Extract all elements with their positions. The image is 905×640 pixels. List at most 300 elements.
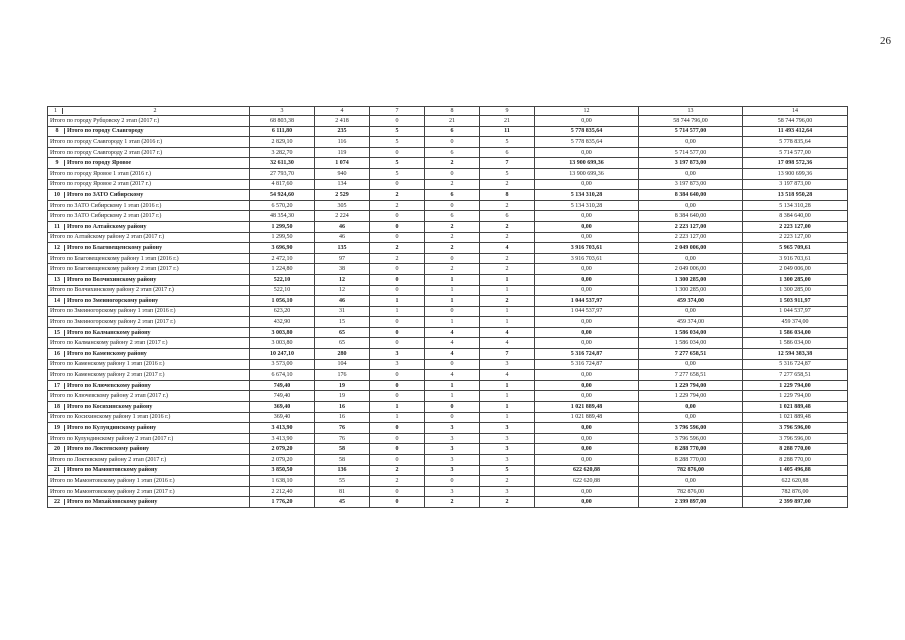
cell-c14: 5 778 835,64 [743,137,848,148]
cell-c14: 1 300 285,00 [743,285,848,296]
cell-c12: 622 620,88 [535,465,639,476]
cell-c3: 1 299,50 [250,221,315,232]
cell-c7: 0 [370,179,425,190]
row-name-cell [48,465,250,476]
row-name-cell [48,211,250,222]
cell-c12: 5 134 310,28 [535,200,639,211]
cell-c4: 119 [315,147,370,158]
cell-c14: 58 744 796,00 [743,116,848,127]
cell-c8: 0 [425,137,480,148]
cell-c12: 1 044 537,97 [535,306,639,317]
cell-c13: 0,00 [639,412,743,423]
cell-c4: 58 [315,455,370,466]
cell-c14: 5 714 577,00 [743,147,848,158]
cell-c13: 459 374,00 [639,317,743,328]
cell-c7: 2 [370,476,425,487]
row-name: Итого по Волчихинскому району [67,276,157,283]
cell-c3: 749,40 [250,380,315,391]
header-cell: 14 [743,107,848,116]
cell-c4: 305 [315,200,370,211]
cell-c8: 4 [425,327,480,338]
cell-c13: 2 223 127,00 [639,232,743,243]
cell-c8: 3 [425,455,480,466]
cell-c12: 0,00 [535,274,639,285]
cell-c12: 0,00 [535,327,639,338]
cell-c3: 6 674,10 [250,370,315,381]
cell-c4: 2 224 [315,211,370,222]
cell-c14: 5 134 310,28 [743,200,848,211]
cell-c4: 55 [315,476,370,487]
cell-c14: 13 900 699,36 [743,168,848,179]
row-name: Итого по Мамонтовскому району [67,467,158,474]
cell-c8: 4 [425,338,480,349]
cell-c3: 2 472,10 [250,253,315,264]
cell-c14: 1 229 794,00 [743,391,848,402]
row-name: Итого по Кулундинскому району [67,425,157,432]
cell-c13: 0,00 [639,137,743,148]
cell-c9: 2 [480,253,535,264]
cell-c14: 3 796 596,00 [743,433,848,444]
row-name-cell [48,168,250,179]
cell-c7: 0 [370,264,425,275]
cell-c13: 1 300 285,00 [639,285,743,296]
cell-c3: 2 212,40 [250,486,315,497]
cell-c7: 0 [370,327,425,338]
cell-c9: 3 [480,423,535,434]
cell-c9: 2 [480,179,535,190]
cell-c14: 1 229 794,00 [743,380,848,391]
cell-c12: 5 778 835,64 [535,137,639,148]
cell-c3: 3 573,00 [250,359,315,370]
row-name-cell [48,126,250,137]
table-row [48,370,848,381]
row-name-cell [48,158,250,169]
cell-c7: 0 [370,486,425,497]
row-number: 14 [50,298,65,304]
row-name-cell [48,200,250,211]
cell-c13: 0,00 [639,200,743,211]
cell-c3: 1 638,10 [250,476,315,487]
row-name-cell [48,455,250,466]
row-number: 21 [50,467,65,473]
row-name-cell [48,412,250,423]
cell-c7: 2 [370,253,425,264]
table-row [48,455,848,466]
table-row [48,317,848,328]
cell-c3: 6 111,80 [250,126,315,137]
cell-c12: 1 021 889,48 [535,402,639,413]
row-name: Итого по городу Славгороду 1 этап (2016 г.) [50,138,163,145]
cell-c12: 0,00 [535,370,639,381]
cell-c13: 459 374,00 [639,296,743,307]
cell-c13: 3 796 596,00 [639,433,743,444]
cell-c14: 1 405 496,88 [743,465,848,476]
row-number: 8 [50,128,65,134]
cell-c9: 2 [480,296,535,307]
row-name-cell [48,306,250,317]
cell-c13: 0,00 [639,476,743,487]
cell-c3: 3 003,80 [250,327,315,338]
row-name: Итого по Калманскому району [67,329,151,336]
cell-c4: 97 [315,253,370,264]
cell-c8: 2 [425,497,480,508]
cell-c4: 65 [315,338,370,349]
cell-c13: 2 223 127,00 [639,221,743,232]
cell-c9: 5 [480,168,535,179]
cell-c14: 8 288 770,00 [743,455,848,466]
cell-c3: 522,10 [250,274,315,285]
cell-c13: 2 049 006,00 [639,264,743,275]
cell-c14: 782 876,00 [743,486,848,497]
cell-c7: 0 [370,497,425,508]
cell-c7: 0 [370,285,425,296]
cell-c3: 3 282,70 [250,147,315,158]
cell-c4: 12 [315,274,370,285]
cell-c8: 21 [425,116,480,127]
cell-c12: 0,00 [535,285,639,296]
cell-c3: 1 056,10 [250,296,315,307]
cell-c4: 116 [315,137,370,148]
cell-c8: 1 [425,274,480,285]
row-name: Итого по Мамонтовскому району 1 этап (2016 г.) [50,477,175,484]
row-name-cell [48,359,250,370]
row-name: Итого по Локтевскому району [67,446,150,453]
cell-c7: 1 [370,296,425,307]
cell-c8: 1 [425,317,480,328]
cell-c7: 0 [370,317,425,328]
row-name: Итого по Ключевскому району [67,382,151,389]
cell-c9: 2 [480,221,535,232]
cell-c12: 0,00 [535,116,639,127]
cell-c9: 1 [480,274,535,285]
cell-c7: 0 [370,423,425,434]
cell-c13: 3 197 873,00 [639,158,743,169]
cell-c9: 3 [480,486,535,497]
row-name: Итого по Каменскому району [67,350,147,357]
cell-c4: 940 [315,168,370,179]
header-cell: 13 [639,107,743,116]
cell-c13: 8 288 770,00 [639,455,743,466]
row-name-cell [48,147,250,158]
cell-c12: 0,00 [535,232,639,243]
cell-c8: 0 [425,402,480,413]
cell-c3: 3 413,90 [250,433,315,444]
cell-c7: 0 [370,232,425,243]
cell-c7: 2 [370,200,425,211]
row-number: 15 [50,330,65,336]
table-row [48,465,848,476]
cell-c12: 0,00 [535,497,639,508]
cell-c9: 3 [480,455,535,466]
row-name-cell [48,391,250,402]
cell-c9: 2 [480,200,535,211]
cell-c13: 1 300 285,00 [639,274,743,285]
row-name-cell [48,190,250,201]
table-row [48,126,848,137]
row-name: Итого по Ключевскому району 2 этап (2017 г.) [50,393,169,400]
header-row [48,107,848,116]
cell-c4: 2 418 [315,116,370,127]
table-row [48,349,848,360]
table-row [48,338,848,349]
cell-c7: 0 [370,221,425,232]
cell-c4: 76 [315,423,370,434]
cell-c3: 2 079,20 [250,455,315,466]
cell-c3: 623,20 [250,306,315,317]
cell-c4: 19 [315,391,370,402]
row-name: Итого по Калманскому району 2 этап (2017 г.) [50,340,168,347]
row-name: Итого по Кулундинскому району 2 этап (2017 г.) [50,435,174,442]
row-name-cell [48,274,250,285]
cell-c14: 3 796 596,00 [743,423,848,434]
cell-c3: 3 413,90 [250,423,315,434]
cell-c14: 1 503 911,97 [743,296,848,307]
row-name: Итого по Благовещенскому району 1 этап (2016 г.) [50,255,179,262]
cell-c13: 58 744 796,00 [639,116,743,127]
cell-c13: 8 384 640,00 [639,211,743,222]
cell-c13: 3 796 596,00 [639,423,743,434]
row-name: Итого по ЗАТО Сибирскому 2 этап (2017 г.) [50,213,162,220]
cell-c12: 0,00 [535,147,639,158]
table-row [48,296,848,307]
cell-c3: 2 079,20 [250,444,315,455]
table-row [48,380,848,391]
cell-c4: 45 [315,497,370,508]
row-name: Итого по Каменскому району 1 этап (2016 г.) [50,361,165,368]
cell-c3: 32 611,30 [250,158,315,169]
cell-c13: 5 714 577,00 [639,147,743,158]
row-name: Итого по Локтевскому району 2 этап (2017 г.) [50,456,167,463]
cell-c8: 3 [425,465,480,476]
cell-c9: 2 [480,232,535,243]
cell-c8: 3 [425,423,480,434]
cell-c9: 11 [480,126,535,137]
cell-c7: 0 [370,433,425,444]
cell-c7: 5 [370,137,425,148]
row-name-cell [48,296,250,307]
row-name-cell [48,221,250,232]
row-name: Итого по ЗАТО Сибирскому 1 этап (2016 г.) [50,202,162,209]
row-name: Итого по Каменскому району 2 этап (2017 г.) [50,372,165,379]
table-row [48,116,848,127]
cell-c9: 21 [480,116,535,127]
cell-c4: 16 [315,402,370,413]
cell-c3: 2 829,10 [250,137,315,148]
row-number: 10 [50,192,65,198]
cell-c9: 8 [480,190,535,201]
cell-c14: 1 586 034,00 [743,338,848,349]
cell-c14: 8 384 640,00 [743,211,848,222]
cell-c4: 134 [315,179,370,190]
row-number: 11 [50,224,65,230]
cell-c14: 2 223 127,00 [743,232,848,243]
cell-c7: 5 [370,168,425,179]
cell-c8: 2 [425,179,480,190]
cell-c8: 1 [425,380,480,391]
cell-c7: 0 [370,211,425,222]
cell-c12: 0,00 [535,317,639,328]
table-row [48,486,848,497]
table-row [48,476,848,487]
cell-c9: 4 [480,327,535,338]
cell-c8: 4 [425,349,480,360]
cell-c8: 0 [425,200,480,211]
cell-c3: 1 776,20 [250,497,315,508]
row-name-cell [48,349,250,360]
row-name-cell [48,327,250,338]
cell-c4: 46 [315,296,370,307]
table-row [48,147,848,158]
cell-c13: 0,00 [639,402,743,413]
row-name: Итого по Косихинскому району 1 этап (2016 г.) [50,414,171,421]
row-name: Итого по ЗАТО Сибирскому [67,191,144,198]
table-row [48,359,848,370]
cell-c4: 31 [315,306,370,317]
cell-c12: 0,00 [535,455,639,466]
row-name-cell [48,264,250,275]
cell-c14: 3 197 873,00 [743,179,848,190]
cell-c9: 1 [480,391,535,402]
table-row [48,264,848,275]
cell-c12: 5 316 724,87 [535,349,639,360]
cell-c12: 3 916 703,61 [535,243,639,254]
cell-c12: 0,00 [535,221,639,232]
cell-c3: 10 247,10 [250,349,315,360]
row-name-cell [48,232,250,243]
cell-c3: 3 003,80 [250,338,315,349]
cell-c7: 0 [370,116,425,127]
cell-c14: 1 300 285,00 [743,274,848,285]
cell-c13: 0,00 [639,253,743,264]
row-name: Итого по Косихинскому району [67,403,153,410]
cell-c12: 13 900 699,36 [535,168,639,179]
cell-c3: 1 299,50 [250,232,315,243]
cell-c14: 5 316 724,87 [743,359,848,370]
table-row [48,200,848,211]
row-name-cell [48,423,250,434]
cell-c7: 5 [370,158,425,169]
row-name: Итого по городу Славгороду [67,128,144,135]
cell-c13: 1 229 794,00 [639,380,743,391]
cell-c8: 3 [425,486,480,497]
cell-c12: 0,00 [535,433,639,444]
row-name-cell [48,476,250,487]
cell-c4: 19 [315,380,370,391]
row-number: 18 [50,404,65,410]
cell-c14: 3 916 703,61 [743,253,848,264]
row-number: 22 [50,499,65,505]
cell-c14: 1 044 537,97 [743,306,848,317]
cell-c7: 0 [370,338,425,349]
cell-c4: 65 [315,327,370,338]
cell-c14: 1 021 889,48 [743,402,848,413]
header-cell: 8 [425,107,480,116]
cell-c8: 3 [425,433,480,444]
row-name-cell [48,444,250,455]
row-name: Итого по Алтайскому району [67,223,147,230]
row-name: Итого по Мамонтовскому району 2 этап (2017 г.) [50,488,175,495]
row-name: Итого по городу Яровое 1 этап (2016 г.) [50,170,151,177]
cell-c14: 12 594 383,38 [743,349,848,360]
cell-c8: 0 [425,253,480,264]
cell-c9: 1 [480,380,535,391]
cell-c14: 1 586 034,00 [743,327,848,338]
cell-c4: 46 [315,221,370,232]
row-number: 12 [50,245,65,251]
cell-c8: 0 [425,412,480,423]
cell-c8: 4 [425,370,480,381]
cell-c13: 782 876,00 [639,486,743,497]
cell-c14: 2 399 897,00 [743,497,848,508]
cell-c14: 7 277 658,51 [743,370,848,381]
cell-c9: 1 [480,306,535,317]
cell-c7: 5 [370,126,425,137]
cell-c12: 0,00 [535,179,639,190]
cell-c14: 13 518 950,28 [743,190,848,201]
table-row [48,158,848,169]
cell-c12: 0,00 [535,486,639,497]
row-name: Итого по городу Рубцовску 2 этап (2017 г.) [50,117,160,124]
cell-c7: 1 [370,402,425,413]
cell-c9: 1 [480,285,535,296]
cell-c7: 0 [370,380,425,391]
cell-c4: 235 [315,126,370,137]
cell-c8: 6 [425,211,480,222]
table-row [48,497,848,508]
cell-c13: 1 586 034,00 [639,327,743,338]
table-row [48,402,848,413]
cell-c3: 27 793,70 [250,168,315,179]
cell-c7: 0 [370,455,425,466]
cell-c7: 3 [370,359,425,370]
cell-c12: 0,00 [535,338,639,349]
cell-c3: 68 803,38 [250,116,315,127]
cell-c13: 0,00 [639,306,743,317]
cell-c13: 2 049 006,00 [639,243,743,254]
cell-c4: 38 [315,264,370,275]
table-row [48,168,848,179]
cell-c9: 3 [480,359,535,370]
cell-c3: 48 354,30 [250,211,315,222]
row-name-cell [48,402,250,413]
header-cell-col2: 2 [153,108,157,114]
row-number: 9 [50,160,65,166]
cell-c12: 1 044 537,97 [535,296,639,307]
table-row [48,253,848,264]
cell-c7: 2 [370,190,425,201]
row-name-cell [48,486,250,497]
cell-c4: 58 [315,444,370,455]
cell-c9: 1 [480,317,535,328]
cell-c12: 0,00 [535,423,639,434]
cell-c8: 0 [425,359,480,370]
cell-c12: 13 900 699,36 [535,158,639,169]
cell-c4: 1 074 [315,158,370,169]
cell-c8: 6 [425,147,480,158]
cell-c12: 5 134 310,28 [535,190,639,201]
cell-c8: 0 [425,168,480,179]
row-name-cell [48,433,250,444]
cell-c3: 3 696,90 [250,243,315,254]
cell-c12: 0,00 [535,444,639,455]
cell-c4: 15 [315,317,370,328]
table-row [48,274,848,285]
report-table [47,106,848,508]
table-row [48,412,848,423]
table-row [48,433,848,444]
cell-c8: 1 [425,285,480,296]
cell-c13: 7 277 658,51 [639,370,743,381]
